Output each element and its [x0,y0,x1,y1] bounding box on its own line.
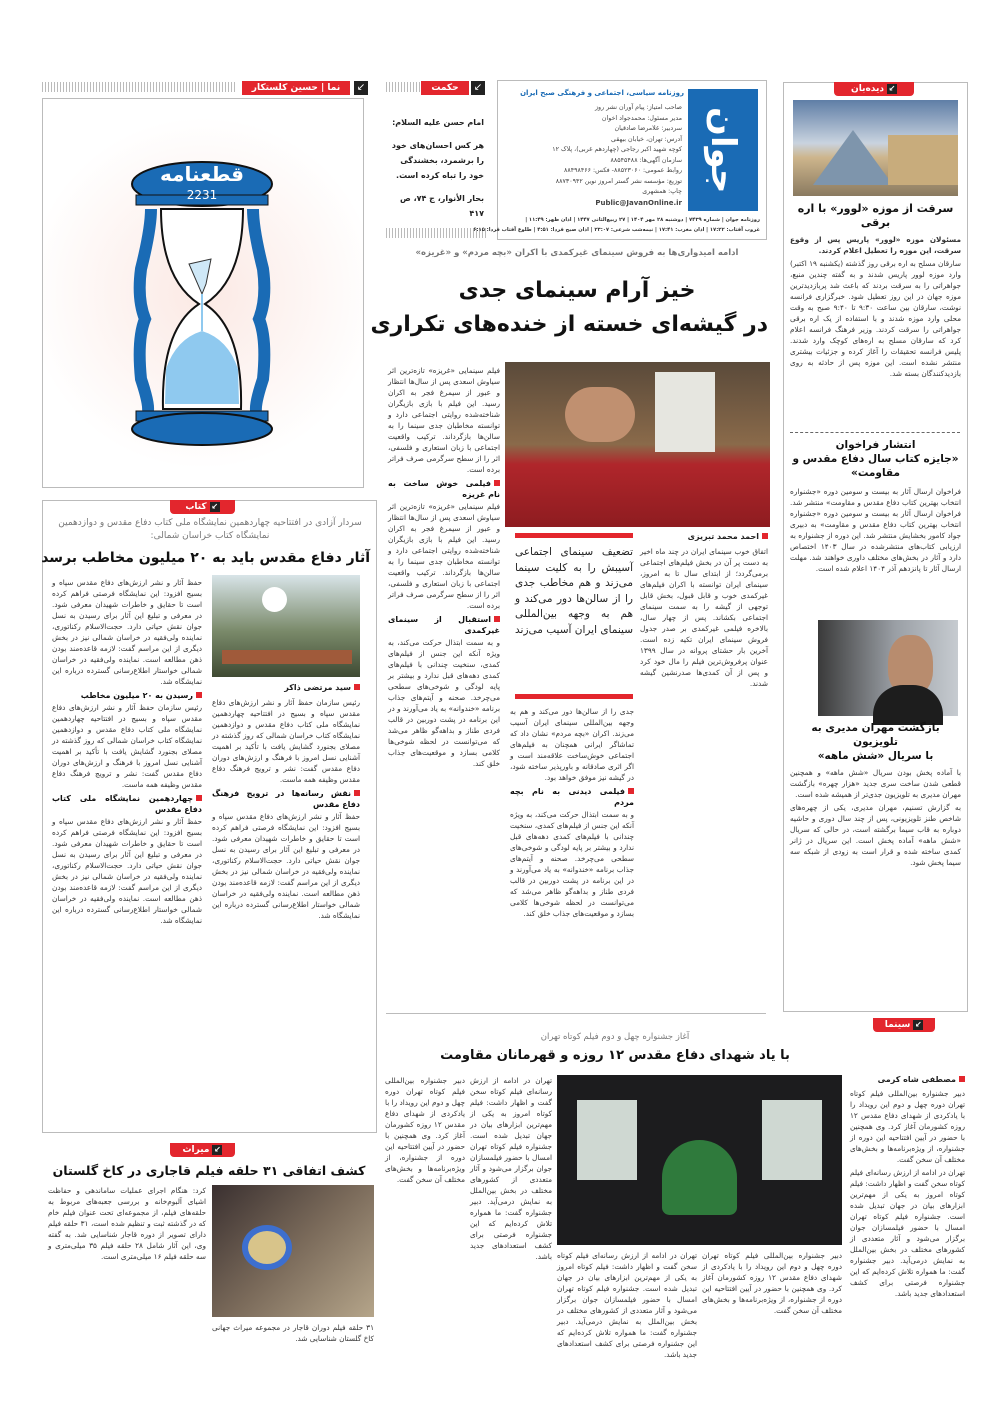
divider-hatch [386,228,486,238]
cartoon-tag: نما | حسین کلستکار [242,81,350,95]
cinema-headline-1: خیز آرام سینمای جدی [458,278,696,303]
distribution: توزیع: مؤسسه نشر گستر امروز نوین ۸۸۷۳۰۹۴۲ [555,177,682,185]
pullquote: تضعیف سینمای اجتماعی آسیبش را به کلیت سینما می‌زند و هم مخاطب جدی را از سالن‌ها دور می‌کند و هم به وجهه بین‌المللی سینمای ایران آسیب می‌زند [515,546,633,636]
address-2: کوچه شهید اکبر رجاجی (چهاردهم غربی)، پلاک ۱۲ [552,146,682,153]
hekmat-body [388,115,484,221]
divider-hatch [42,82,237,92]
pullquote-rule [515,533,633,538]
modiri-lead: با آماده پخش بودن سریال «شش ماهه» و همچنین قطعی شدن ساخت سری جدید «هزار چهره» بازگشت مهران مدیری به تلویزیون جدی‌تر از همیشه شده است. [790,768,961,799]
divider [386,1013,766,1014]
issue-line-2: غروب آفتاب: ۱۷:۲۲ | اذان مغرب: ۱۷:۴۱ | نیمه‌شب شرعی: ۲۳:۰۷ | اذان صبح فردا: ۴:۵۱ | طلوع آفتاب فردا: ۶:۱۵ [473,227,760,233]
author-line [640,532,768,541]
shortfilm-col-3: دبیر جشنواره بین‌المللی فیلم کوتاه تهران دوره چهل و دوم این رویداد را با یادکردی از شهدای دفاع مقدس ۱۲ روزه کشورمان آغاز کرد. وی همچنین با حضور در آیین افتتاحیه این دوره از جشنواره، از ویژه‌برنامه‌ها و بخش‌های مختلف آن سخن گفت. [702,1251,842,1315]
cinema-col-1: اتفاق خوب سینمای ایران در چند ماه اخیر به دست پر آن در بخش فیلم‌های اجتماعی برمی‌گردد؛ از ابتدای سال تا به امروز، سینمای ایران توانسته با اکران فیلم‌های غیرکمدی خوب و قابل قبول، بخش قابل توجهی از گیشه را به سمت سینمای اجتماعی بکشاند. پس از چهار سال، بالاخره فیلمی غیرکمدی بر صدر جدول فروش سینمای ایران تکیه زده است. آخرین بار حشتای پروانه در سال ۱۳۹۹ عنوان پرفروش‌ترین فیلم را مال خود کرد و پس از آن کمدی‌ها صدرنشین گیشه شدند. [640,547,768,688]
hekmat-speaker: امام حسن علیه السلام: [392,118,484,127]
modiri-text: به گزارش تسنیم، مهران مدیری، یکی از چهره‌های شاخص طنز تلویزیونی، پس از چند سال دوری و حاشیه دوباره به قاب سیما برگشته است، در حالی که سریال «شش ماهه» آماده پخش است. این سریال در ژانر کمدی ساخته شده و قرار است به زودی از شبکه سه سیما پخش شود. [790,803,961,867]
book-text-4: حفظ آثار و نشر ارزش‌های دفاع مقدس سپاه و بسیج افزود: این نمایشگاه فرصتی فراهم کرده است تا حقایق و خاطرات شهیدان معرفی شود. در معرفی و تبلیغ این آثار برای رسیدن به نسل جوان نقش حیاتی دارد. حجت‌الاسلام رکناتوری، نماینده ولی‌فقیه در خراسان شمالی نیز در بخش دیگری از این مراسم گفت: لازمه قاعده‌مند بودن ذهن مطالعه است. نماینده ولی‌فقیه در خراسان شمالی خواستار اطلاع‌رسانی گسترده درباره این نمایشگاه شد. [52,817,202,925]
book-col-left [52,577,202,1127]
book-subhead-3: نقش رسانه‌ها در ترویج فرهنگ دفاع مقدس [212,789,360,809]
modiri-headline-1: بازگشت مهران مدیری به تلویزیون [811,722,940,748]
modiri-headline [788,721,963,763]
cinema-text-1b: فیلم سینمایی «غریزه» تازه‌ترین اثر سیاوش اسعدی پس از سال‌ها انتظار و عبور از سیمرغ فجر به اکران رسید. این فیلم با بازی بازیگران شناخته‌شده روایتی اجتماعی دارد و توانسته مخاطبان جدی سینما را به سالن‌ها بازگرداند. ترکیب واقعیت اجتماعی با زبان استعاری و فلسفی، اثر را از سطح سرگرمی صرف فراتر برده است. [388,502,500,610]
cinema-subhead-2: استقبال از سینمای غیرکمدی [388,615,500,635]
cinema-author: احمد محمد تبریزی [687,532,759,541]
faraakhan-headline-1: انتشار فراخوان [835,439,916,451]
pr-phone: روابط عمومی: ۸۸۵۲۳۰۶۰- فکس: ۸۸۴۹۸۴۶۶ [563,167,682,174]
heritage-photo [212,1185,374,1317]
shortfilm-tag: ↙سینما [873,1018,935,1032]
modiri-photo [818,620,958,716]
shortfilm-kicker: آغاز جشنواره چهل و دوم فیلم کوتاه تهران [540,1032,690,1042]
hekmat-tag: حکمت [421,81,469,95]
cartoon-title: قطعنامه [159,162,245,186]
book-headline: آثار دفاع مقدس باید به ۲۰ میلیون مخاطب برسد [41,550,370,566]
cartoon-frame [42,98,364,488]
issue-info-bar [473,215,760,235]
publisher: صاحب امتیاز: پیام آوران نشر روز [595,104,682,111]
shortfilm-col-5: دبیر جشنواره بین‌المللی فیلم کوتاه تهران دوره چهل و دوم این رویداد را با یادکردی از شهدای دفاع مقدس ۱۲ روزه کشورمان آغاز کرد. وی همچنین با حضور در آیین افتتاحیه این دوره از جشنواره، از ویژه‌برنامه‌ها و بخش‌های مختلف آن سخن گفت. [385,1076,465,1184]
ads-phone: سازمان آگهی‌ها: ۸۸۵۴۵۴۸۸ [610,156,682,164]
louvre-photo [793,100,958,196]
book-subhead-1: رسیدن به ۲۰ میلیون مخاطب [52,690,202,701]
shortfilm-text: تهران در ادامه از ارزش رسانه‌ای فیلم کوتاه سخن گفت و اظهار داشت: فیلم کوتاه امروز به یکی از مهم‌ترین ابزارهای بیان در جهان تبدیل شده است. جشنواره فیلم کوتاه تهران امسال با حضور فیلمسازان جوان برگزار می‌شود و آثار متعددی از کشورهای مختلف در بخش بین‌الملل به نمایش درمی‌آید. دبیر جشنواره گفت: ما همواره تلاش کرده‌ایم که این جشنواره فرصتی برای کشف استعدادهای جدید باشد. [850,1168,965,1298]
corner-arrow-icon: ↙ [354,81,368,95]
arrow-icon: ↙ [214,1145,221,1154]
book-kicker: سردار آزادی در افتتاحیه چهاردهمین نمایشگاه ملی کتاب دفاع مقدس و دوازدهمین نمایشگاه کتاب خراسان شمالی: [58,518,362,541]
cartoon-number: 2231 [186,188,218,202]
cinema-headline [370,274,768,342]
faraakhan-headline-2: «جایزه کتاب سال دفاع مقدس و مقاومت» [792,453,959,479]
book-subhead-2: چهاردهمین نمایشگاه ملی کتاب دفاع مقدس [52,794,202,814]
issue-line-1: روزنامه جوان | شماره ۷۴۳۹ | دوشنبه ۲۸ مهر ۱۴۰۴ | ۲۷ ربیع‌الثانی ۱۴۴۷ | اذان ظهر: ۱۱:۴۹ | [525,217,760,223]
cinema-col-2 [510,706,634,1000]
shortfilm-col-1 [850,1088,965,1403]
printing: چاپ: همشهری [642,188,682,195]
cinema-photo [505,362,770,527]
modiri-headline-2: با سریال «شش ماهه» [817,750,934,762]
cinema-text-1: فیلم سینمایی «غریزه» تازه‌ترین اثر سیاوش اسعدی پس از سال‌ها انتظار و عبور از سیمرغ فجر به اکران رسید. این فیلم با بازی بازیگران شناخته‌شده روایتی اجتماعی دارد و توانسته مخاطبان جدی سینما را به سالن‌ها بازگرداند. ترکیب واقعیت اجتماعی با زبان استعاری و فلسفی، اثر را از سطح سرگرمی صرف فراتر برده است. [388,366,500,474]
shortfilm-author [850,1075,965,1084]
shortfilm-headline: با یاد شهدای دفاع مقدس ۱۲ روزه و قهرمانان مقاومت [440,1048,790,1063]
divider-hatch [386,82,421,92]
hourglass-cartoon [41,99,363,489]
javan-logo: جوان [688,89,758,211]
book-author-name: سید مرتضی ذاکر [284,683,351,692]
cinema-text-3: جدی را از سالن‌ها دور می‌کند و هم به وجهه بین‌المللی سینمای ایران آسیب می‌زند. اکران «بچه مردم» نشان داد که تماشاگر ایرانی همچنان به فیلم‌های اجتماعی خوش‌ساخت علاقه‌مند است و اگر اثری صادقانه و باورپذیر ساخته شود، در گیشه نیز موفق خواهد بود. [510,707,634,782]
book-tag: ↙کتاب [170,500,235,514]
managing-director: مدیر مسئول: محمدجواد اخوان [601,114,682,122]
heritage-body: کرد: هنگام اجرای عملیات ساماندهی و حفاظت اشیای آلبوم‌خانه و بررسی جعبه‌های مربوط به حلقه‌های فیلم، از مجموعه‌ای تحت عنوان فیلم خام که در گذشته ثبت و تنظیم شده است، ۳۱ حلقه فیلم دارای تصویر از دوره قاجار شناسایی شد. به گفته وی، این آثار شامل ۲۸ حلقه فیلم ۳۵ میلی‌متری و سه حلقه فیلم ۱۶ میلی‌متری است. [48,1186,207,1261]
louvre-lead: مسئولان موزه «لوور» پاریس پس از وقوع سرقت، این موزه را تعطیل اعلام کردند. [790,235,961,255]
arrow-icon: ↙ [888,84,896,93]
shortfilm-photo [557,1075,842,1245]
shortfilm-col-2: تهران در ادامه از ارزش رسانه‌ای فیلم کوتاه سخن گفت و اظهار داشت: فیلم کوتاه امروز به یکی از مهم‌ترین ابزارهای بیان در جهان تبدیل شده است. جشنواره فیلم کوتاه تهران امسال با حضور فیلمسازان جوان برگزار می‌شود و آثار متعددی از کشورهای مختلف در بخش بین‌الملل به نمایش درمی‌آید. دبیر جشنواره گفت: ما همواره تلاش کرده‌ایم که این جشنواره فرصتی برای کشف استعدادهای جدید باشد. [557,1251,697,1359]
book-photo [212,575,360,677]
editor-in-chief: سردبیر: غلامرضا صادقیان [614,125,682,132]
louvre-body [790,234,961,427]
hekmat-source: بحار الأنوار، ج ۷۴، ص ۴۱۷ [400,194,484,218]
cinema-col-3 [388,365,500,1000]
shortfilm-col-4: تهران در ادامه از ارزش رسانه‌ای فیلم کوتاه سخن گفت و اظهار داشت: فیلم کوتاه امروز به یکی از مهم‌ترین ابزارهای بیان در جهان تبدیل شده است. جشنواره فیلم کوتاه تهران امسال با حضور فیلمسازان جوان برگزار می‌شود و آثار متعددی از کشورهای مختلف در بخش بین‌الملل به نمایش درمی‌آید. دبیر جشنواره گفت: ما همواره تلاش کرده‌ایم که این جشنواره فرصتی برای کشف استعدادهای جدید باشد. [470,1076,552,1261]
cinema-kicker: ادامه امیدواری‌ها به فروش سینمای غیرکمدی با اکران «بچه مردم» و «غریزه» [415,248,739,258]
book-col-right [212,697,360,1127]
hekmat-quote: هر کس احسان‌های خود را برشمرد، بخشندگی خود را تباه کرده است. [391,141,484,180]
louvre-text: سارقان مسلح به اره برقی روز گذشته (یکشنبه ۱۹ اکتبر) وارد موزه لوور پاریس شدند و به گفته چندین منبع، جواهراتی را به سرقت بردند که باعث شد پربازدیدترین موزه جهان در این روز تعطیل شود. خبرگزاری فرانسه نوشت، سارقان بین ساعت ۹:۳۰ تا ۹:۴۰ صبح به وقت محلی وارد موزه شدند و با استفاده از یک اره برقی جواهراتی را سرقت کردند. وزیر فرهنگ فرانسه اعلام کرد که سارقان مسلح به اره‌های کوچک وارد شدند. پلیس فرانسه تحقیقات را آغاز کرده و جزئیات بیشتری منتشر نشده است. این موزه پس از حادثه به روی بازدیدکنندگان بسته شد. [790,259,961,378]
cinema-text-2: و به سمت ابتذال حرکت می‌کند، به ویژه آنکه این جنس از فیلم‌های کمدی، سنخیت چندانی با فیلم‌های کمدی دهه‌های قبل ندارد و بیشتر بر پایه لودگی و شوخی‌های سطحی می‌چرخد. صحنه و آیتم‌های جذاب برنامه «خندوانه» به یاد می‌آورند و در این برنامه در پشت دوربین در قالب فردی طناز و بداهه‌گو ظاهر می‌شد که می‌توانست در لحظه شوخی‌ها کلامی بسازد و موقعیت‌های جذاب خلق کند. [510,810,634,918]
modiri-body [790,767,961,1005]
cinema-text-2b: و به سمت ابتذال حرکت می‌کند، به ویژه آنکه این جنس از فیلم‌های کمدی، سنخیت چندانی با فیلم‌های کمدی دهه‌های قبل ندارد و بیشتر بر پایه لودگی و شوخی‌های سطحی می‌چرخد. صحنه و آیتم‌های جذاب برنامه «خندوانه» به یاد می‌آورند و در این برنامه در پشت دوربین در قالب فردی طناز و بداهه‌گو ظاهر می‌شد که می‌توانست در لحظه شوخی‌ها کلامی بسازد و موقعیت‌های جذاب خلق کند. [388,638,500,768]
corner-arrow-icon: ↙ [471,81,485,95]
cinema-headline-2: در گیشه‌ای خسته از خنده‌های تکراری [370,312,768,337]
shortfilm-lead: دبیر جشنواره بین‌المللی فیلم کوتاه تهران دوره چهل و دوم این رویداد را با یادکردی از شهدای دفاع مقدس ۱۲ روزه کشورمان آغاز کرد. وی همچنین با حضور در آیین افتتاحیه این دوره از جشنواره، از ویژه‌برنامه‌ها و بخش‌های مختلف آن سخن گفت. [850,1089,965,1164]
heritage-tag: ↙میراث [170,1143,235,1157]
louvre-headline: سرقت از موزه «لوور» با اره برقی [797,202,954,229]
pullquote-rule [515,694,633,699]
book-text-3: رئیس سازمان حفظ آثار و نشر ارزش‌های دفاع مقدس سپاه و بسیج در افتتاحیه چهاردهمین نمایشگاه ملی کتاب دفاع مقدس و دوازدهمین نمایشگاه کتاب خراسان شمالی که روز گذشته در مصلای بجنورد گشایش یافت با تأکید بر اهمیت آشنایی نسل امروز با فرهنگ و ارزش‌های دوران دفاع مقدس گفت: نشر و ترویج فرهنگ دفاع مقدس وظیفه همه ماست. [52,703,202,789]
louvre-tag: ↙دیده‌بان [834,82,914,96]
book-author [212,683,360,692]
divider [790,432,960,433]
shortfilm-author-name: مصطفی شاه کرمی [877,1075,956,1084]
masthead-tagline: روزنامه سیاسی، اجتماعی و فرهنگی صبح ایران [520,89,684,97]
book-lead: رئیس سازمان حفظ آثار و نشر ارزش‌های دفاع مقدس سپاه و بسیج در افتتاحیه چهاردهمین نمایشگاه ملی کتاب دفاع مقدس و دوازدهمین نمایشگاه کتاب خراسان شمالی که روز گذشته در مصلای بجنورد گشایش یافت با تأکید بر اهمیت آشنایی نسل امروز با فرهنگ و ارزش‌های دوران دفاع مقدس گفت: نشر و ترویج فرهنگ دفاع مقدس وظیفه همه ماست. [212,698,360,784]
book-text: حفظ آثار و نشر ارزش‌های دفاع مقدس سپاه و بسیج افزود: این نمایشگاه فرصتی فراهم کرده است تا حقایق و خاطرات شهیدان معرفی شود. در معرفی و تبلیغ این آثار برای رسیدن به نسل جوان نقش حیاتی دارد. حجت‌الاسلام رکناتوری، نماینده ولی‌فقیه در خراسان شمالی نیز در بخش دیگری از این مراسم گفت: لازمه قاعده‌مند بودن ذهن مطالعه است. نماینده ولی‌فقیه در خراسان شمالی خواستار اطلاع‌رسانی گسترده درباره این نمایشگاه شد. [52,578,202,686]
arrow-icon: ↙ [211,502,219,511]
address: آدرس: تهران، خیابان بیهقی [611,135,682,143]
heritage-caption: ۳۱ حلقه فیلم دوران قاجار در مجموعه میراث جهانی کاخ گلستان شناسایی شد. [212,1323,374,1343]
masthead [473,80,767,240]
heritage-headline: کشف اتفاقی ۳۱ حلقه فیلم قاجاری در کاخ گلستان [52,1163,366,1178]
masthead-info [552,103,682,208]
cinema-subhead-1: فیلمی خوش ساخت به نام غریزه [388,479,500,499]
email-link[interactable]: Public@JavanOnline.ir [595,198,682,207]
cinema-subhead-3: فیلمی دیدنی به نام بچه مردم [510,787,634,807]
faraakhan-body: فراخوان ارسال آثار به بیست و سومین دوره «جشنواره انتخاب بهترین کتاب دفاع مقدس و مقاومت» منتشر شد. فراخوان ارسال آثار به بیست و سومین دوره «جشنواره انتخاب بهترین کتاب دفاع مقدس و مقاومت» به دبیری جواد کامور بخشایش منتشر شد. این دوره از جشنواره به ارزیابی کتاب‌های منتشرشده در سال ۱۴۰۳ اختصاص دارد و آثار در بخش‌های مختلف داوری خواهند شد. مهلت ارسال آثار تا پانزدهم آذر ۱۴۰۴ اعلام شده است. [790,487,961,573]
faraakhan-headline [788,438,963,480]
book-text-2: حفظ آثار و نشر ارزش‌های دفاع مقدس سپاه و بسیج افزود: این نمایشگاه فرصتی فراهم کرده است تا حقایق و خاطرات شهیدان معرفی شود. در معرفی و تبلیغ این آثار برای رسیدن به نسل جوان نقش حیاتی دارد. حجت‌الاسلام رکناتوری، نماینده ولی‌فقیه در خراسان شمالی نیز در بخش دیگری از این مراسم گفت: لازمه قاعده‌مند بودن ذهن مطالعه است. نماینده ولی‌فقیه در خراسان شمالی خواستار اطلاع‌رسانی گسترده درباره این نمایشگاه شد. [212,812,360,920]
arrow-icon: ↙ [914,1020,922,1029]
